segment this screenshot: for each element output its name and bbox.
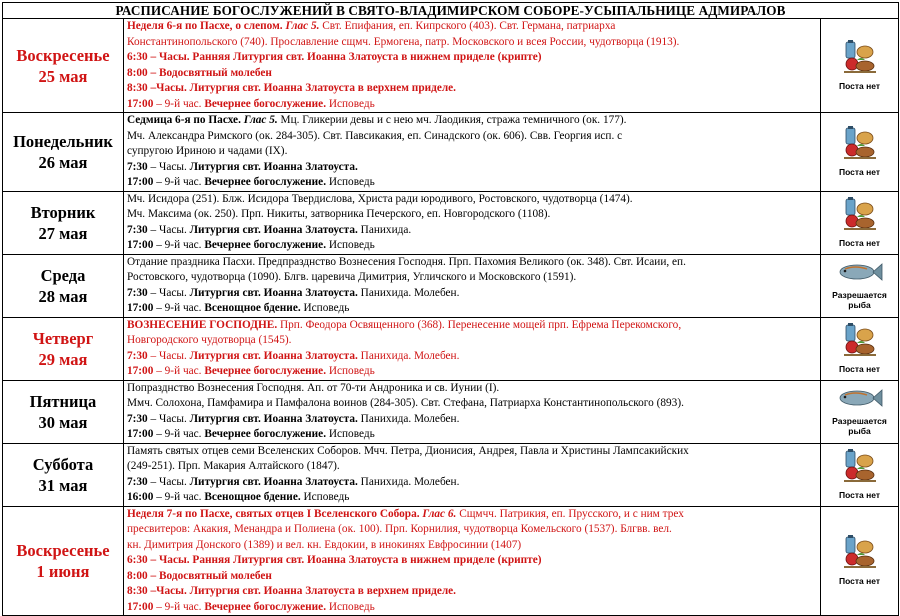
text-segment: 7:30 [127,475,151,488]
text-segment: Литургия свт. Иоанна Златоуста. [189,286,361,299]
services-cell [124,254,821,317]
text-segment: 17:00 [127,365,157,377]
text-segment: – 9-й час. [156,97,205,110]
service-line [127,333,818,349]
services-cell [124,191,821,254]
services-cell [124,317,821,380]
fast-label: Разрешается рыба [832,290,887,310]
text-segment: Всенощное бдение. [204,302,304,314]
text-segment: Глас 5. [285,20,323,32]
food-icon [821,449,898,488]
text-segment: Глас 5. [243,114,281,126]
fast-label: Поста нет [838,490,881,500]
text-segment: 8:30 –Часы. Литургия свт. Иоанна Златоуста в верхнем приделе. [127,82,457,94]
service-line [127,160,818,176]
fast-cell [821,506,899,616]
day-cell [3,506,124,616]
service-line [127,584,818,600]
date-label: 27 мая [38,223,88,243]
schedule-row [3,19,899,113]
service-line [127,144,818,160]
text-segment: Литургия свт. Иоанна Златоуста. [189,349,361,362]
text-segment: – Часы. [150,412,190,425]
service-line [127,175,818,191]
text-segment: Мц. Гликерии девы и с нею мч. Лаодикия, стража темничного (ок. 177). [280,114,627,126]
text-segment: кн. Димитрия Донского (1389) и вел. кн. Евдокии, в инокинях Евфросинии (1407) [127,538,522,551]
text-segment: 8:30 –Часы. Литургия свт. Иоанна Златоуста в верхнем приделе. [127,585,457,597]
service-line [127,19,818,35]
service-line [127,381,818,397]
schedule-table [2,2,899,616]
weekday-label: Среда [40,265,86,285]
services-cell [124,113,821,192]
service-line [127,50,818,66]
text-segment: 7:30 [127,412,151,425]
text-segment: Константинопольского (740). Прославление сщмч. Ермогена, патр. Московского и всея России, чудотворца (1913). [127,35,680,48]
text-segment: 8:00 – Водосвятный молебен [127,66,272,79]
service-line [127,427,818,443]
text-segment: Вечернее богослужение. [204,97,329,110]
food-icon [821,535,898,574]
text-segment: 17:00 [127,600,157,613]
schedule-rows [3,19,899,616]
day-cell [3,380,124,443]
text-segment: 17:00 [127,239,157,251]
text-segment: Вечернее богослужение. [204,176,329,188]
text-segment: Литургия свт. Иоанна Златоуста. [189,412,361,425]
day-cell [3,254,124,317]
service-line [127,490,818,506]
fast-label: Поста нет [838,167,881,178]
date-label: 25 мая [38,66,88,86]
service-line [127,270,818,286]
day-cell [3,191,124,254]
service-line [127,569,818,585]
text-segment: Память святых отцев семи Вселенских Соборов. Мчч. Петра, Дионисия, Андрея, Павла и Христины Лампсакийских [127,444,689,457]
service-line [127,207,818,223]
service-line [127,459,818,475]
text-segment: Исповедь [328,176,375,188]
service-line [127,318,818,334]
service-line [127,66,818,82]
weekday-label: Пятница [29,391,97,411]
text-segment: супругою Ириною и чадами (IX). [127,145,288,157]
text-segment: Ростовского, чудотворца (1090). Блгв. царевича Димитрия, Угличского и Московского (1591). [127,271,577,283]
schedule-row [3,317,899,380]
text-segment: 16:00 [127,491,157,503]
fast-label: Поста нет [838,364,881,374]
text-segment: Мч. Исидора (251). Блж. Исидора Твердислова, Христа ради юродивого, Ростовского, чудотворца (1474). [127,192,633,205]
fast-label: Разрешается рыба [832,416,887,436]
fast-label: Поста нет [838,81,881,91]
text-segment: Вечернее богослужение. [204,239,329,251]
services-cell [124,506,821,616]
fast-cell [821,317,899,380]
text-segment: ВОЗНЕСЕНИЕ ГОСПОДНЕ. [127,318,280,331]
text-segment: 7:30 [127,223,151,236]
service-line [127,553,818,569]
food-icon [821,40,898,79]
services-cell [124,19,821,113]
date-label: 30 мая [38,412,88,432]
service-line [127,238,818,254]
fast-cell [821,113,899,192]
text-segment: – Часы. [150,475,190,488]
date-label: 28 мая [38,286,88,306]
text-segment: Исповедь [303,491,350,503]
service-line [127,364,818,380]
text-segment: (249-251). Прп. Макария Алтайского (1847). [127,460,340,472]
text-segment: – 9-й час. [156,600,205,613]
text-segment: 7:30 [127,160,151,173]
service-line [127,35,818,51]
weekday-label: Воскресенье [16,45,110,65]
service-line [127,396,818,412]
text-segment: Вечернее богослужение. [204,600,329,613]
service-line [127,538,818,554]
text-segment: Панихида. Молебен. [360,475,460,488]
service-line [127,192,818,208]
service-line [127,301,818,317]
weekday-label: Вторник [30,202,96,222]
text-segment: – Часы. [150,160,190,173]
fast-label: Поста нет [838,576,881,587]
fast-cell [821,254,899,317]
service-line [127,475,818,491]
text-segment: – 9-й час. [156,365,205,377]
text-segment: Панихида. Молебен. [360,349,460,362]
text-segment: Глас 6. [422,507,460,520]
schedule-row [3,443,899,506]
food-icon [821,197,898,236]
text-segment: Отдание праздника Пасхи. Предпразднство Вознесения Господня. Прп. Пахомия Великого (ок. 348). Свт. Исаии, еп. [127,255,686,268]
service-line [127,97,818,113]
text-segment: Исповедь [328,600,375,613]
text-segment: Исповедь [303,302,350,314]
text-segment: 17:00 [127,176,157,188]
fish-icon [821,261,898,288]
weekday-label: Суббота [32,454,94,474]
text-segment: Исповедь [328,97,375,110]
service-line [127,412,818,428]
text-segment: 17:00 [127,428,157,440]
weekday-label: Понедельник [13,131,113,151]
services-cell [124,380,821,443]
text-segment: 17:00 [127,302,157,314]
text-segment: – 9-й час. [156,302,205,314]
text-segment: – 9-й час. [156,428,205,440]
text-segment: Исповедь [328,239,375,251]
text-segment: пресвитеров: Акакия, Менандра и Полиена (ок. 100). Прп. Корнилия, чудотворца Комельского (1537). Блгвв. вел. [127,523,672,535]
text-segment: 7:30 [127,286,151,299]
fast-cell [821,380,899,443]
schedule-row [3,254,899,317]
date-label: 26 мая [38,152,88,172]
text-segment: Сщмчч. Патрикия, еп. Прусского, и с ним трех [459,507,684,520]
date-label: 31 мая [38,475,88,495]
text-segment: – 9-й час. [156,176,205,188]
date-label: 29 мая [38,349,88,369]
text-segment: 8:00 – Водосвятный молебен [127,569,272,582]
text-segment: Панихида. [360,223,412,236]
service-line [127,444,818,460]
text-segment: 6:30 – Часы. Ранняя Литургия свт. Иоанна Златоуста в нижнем приделе (крипте) [127,51,542,63]
fast-cell [821,443,899,506]
day-cell [3,443,124,506]
day-cell [3,317,124,380]
text-segment: – Часы. [150,349,190,362]
food-icon [821,323,898,362]
schedule-row [3,191,899,254]
text-segment: Исповедь [328,365,375,377]
text-segment: Вечернее богослужение. [204,365,329,377]
text-segment: Литургия свт. Иоанна Златоуста. [189,475,361,488]
schedule-row [3,113,899,192]
text-segment: Панихида. Молебен. [360,286,460,299]
text-segment: – 9-й час. [156,239,205,251]
fish-icon [821,387,898,414]
service-line [127,81,818,97]
service-line [127,507,818,523]
schedule-row [3,380,899,443]
text-segment: 7:30 [127,349,151,362]
text-segment: Литургия свт. Иоанна Златоуста. [189,223,361,236]
service-line [127,255,818,271]
text-segment: Исповедь [328,428,375,440]
text-segment: Свт. Епифания, еп. Кипрского (403). Свт. Германа, патриарха [322,20,616,32]
text-segment: Прп. Феодора Освященного (368). Перенесение мощей прп. Ефрема Перекомского, [279,318,682,331]
text-segment: Литургия свт. Иоанна Златоуста. [189,160,358,173]
text-segment: Мч. Максима (ок. 250). Прп. Никиты, затворника Печерского, еп. Новгородского (1108). [127,208,551,220]
text-segment: Неделя 6-я по Пасхе, о слепом. [127,20,286,32]
service-line [127,522,818,538]
fast-cell [821,191,899,254]
text-segment: – 9-й час. [156,491,205,503]
fast-label: Поста нет [838,238,881,248]
text-segment: Всенощное бдение. [204,491,304,503]
text-segment: Мч. Александра Римского (ок. 284-305). Свт. Павсикакия, еп. Синадского (ок. 606). Свв. Георгия исп. с [127,129,623,142]
food-icon [821,126,898,165]
text-segment: Попразднство Вознесения Господня. Ап. от 70-ти Андроника и св. Иунии (I). [127,381,500,394]
text-segment: Вечернее богослужение. [204,428,329,440]
day-cell [3,19,124,113]
text-segment: Новгородского чудотворца (1545). [127,334,292,346]
weekday-label: Четверг [32,328,94,348]
text-segment: 6:30 – Часы. Ранняя Литургия свт. Иоанна Златоуста в нижнем приделе (крипте) [127,554,542,566]
service-line [127,113,818,129]
service-line [127,223,818,239]
text-segment: – Часы. [150,223,190,236]
service-line [127,129,818,145]
weekday-label: Воскресенье [16,540,110,560]
service-line [127,349,818,365]
text-segment: Седмица 6-я по Пасхе. [127,114,244,126]
service-line [127,286,818,302]
fast-cell [821,19,899,113]
services-cell [124,443,821,506]
day-cell [3,113,124,192]
date-label: 1 июня [36,561,90,581]
text-segment: Неделя 7-я по Пасхе, святых отцев I Вселенского Собора. [127,507,423,520]
page-title: РАСПИСАНИЕ БОГОСЛУЖЕНИЙ В СВЯТО-ВЛАДИМИРСКОМ СОБОРЕ-УСЫПАЛЬНИЦЕ АДМИРАЛОВ [3,3,899,19]
text-segment: Ммч. Солохона, Памфамира и Памфалона воинов (284-305). Свт. Стефана, Патриарха Константинопольского (893). [127,397,684,409]
text-segment: Панихида. Молебен. [360,412,460,425]
schedule-row [3,506,899,616]
text-segment: 17:00 [127,97,157,110]
text-segment: – Часы. [150,286,190,299]
